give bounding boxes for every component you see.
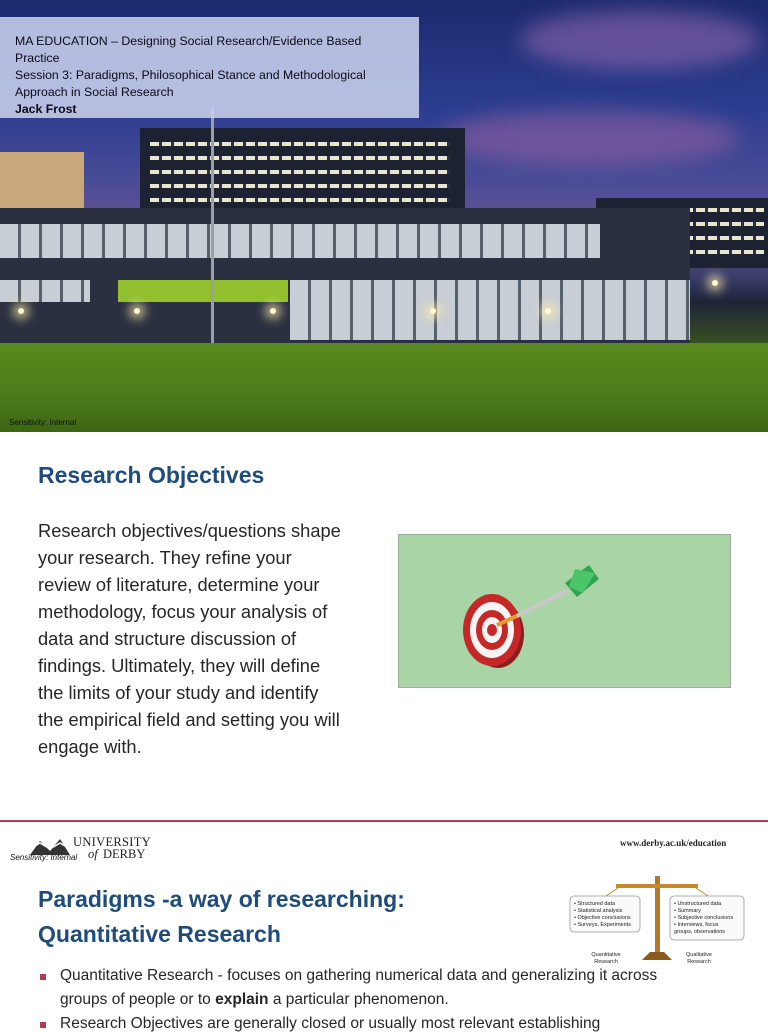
scale-left-label: Quantitative <box>591 952 621 958</box>
scale-right-label: Research <box>687 959 711 965</box>
main-building <box>0 208 690 343</box>
scale-left-item: • Objective conclusions <box>574 915 631 921</box>
lamp-post <box>211 108 214 343</box>
body-text-line: Research objectives/questions shape <box>38 520 341 541</box>
bullet-text: Quantitative Research - focuses on gathering numerical data and generalizing it across <box>60 967 658 984</box>
campus-building <box>140 128 465 213</box>
balance-scale-illustration <box>566 872 748 968</box>
bullet-marker <box>40 974 46 980</box>
body-text-line: engage with. <box>38 736 142 757</box>
target-illustration <box>398 534 731 688</box>
light <box>430 308 436 314</box>
bullet-marker <box>40 1022 46 1028</box>
logo-text-university: UNIVERSITY <box>73 835 151 849</box>
cover-title-box <box>0 17 419 118</box>
body-text-line: the limits of your study and identify <box>38 682 319 703</box>
bullet-text: Research Objectives are generally closed or usually most relevant establishing <box>60 1015 601 1032</box>
cover-title-line: Practice <box>15 51 60 65</box>
emphasis-text: explain <box>215 991 269 1008</box>
campus-building <box>0 152 84 212</box>
scale-left-item: • Structured data <box>574 901 616 907</box>
light <box>545 308 551 314</box>
light <box>134 308 140 314</box>
scale-left-label: Research <box>594 959 618 965</box>
slide-title: Quantitative Research <box>38 921 281 947</box>
sky-cloud <box>520 10 760 70</box>
logo-text-of: of <box>88 847 98 861</box>
scale-right-item: • Interviews, focus <box>674 922 719 928</box>
sensitivity-label: Sensitivity: Internal <box>10 853 78 862</box>
light <box>270 308 276 314</box>
scale-left-item: • Statistical analysis <box>574 908 623 914</box>
logo-text-derby: DERBY <box>103 847 146 861</box>
body-text-line: review of literature, determine your <box>38 574 320 595</box>
objectives-slide <box>0 432 768 822</box>
sensitivity-label: Sensitivity: Internal <box>9 418 77 427</box>
website-link[interactable]: www.derby.ac.uk/education <box>620 838 727 848</box>
body-text-line: data and structure discussion of <box>38 628 297 649</box>
scale-left-item: • Surveys, Experiments <box>574 922 631 928</box>
scale-right-item: • Subjective conclusions <box>674 915 734 921</box>
light <box>18 308 24 314</box>
scale-right-item: • Summary <box>674 908 701 914</box>
cover-author: Jack Frost <box>15 102 77 116</box>
body-text-line: findings. Ultimately, they will define <box>38 655 321 676</box>
scale-right-item: groups, observations <box>674 929 726 935</box>
body-text-line: your research. They refine your <box>38 547 292 568</box>
slide-title: Paradigms -a way of researching: <box>38 886 405 912</box>
lawn <box>0 343 768 432</box>
paradigms-slide <box>0 822 768 1032</box>
cover-title-line: Approach in Social Research <box>15 85 174 99</box>
cover-slide <box>0 0 768 432</box>
slide-title: Research Objectives <box>38 462 265 488</box>
balance-scale-icon <box>566 872 748 968</box>
sky-cloud <box>440 110 740 165</box>
bullet-text: groups of people or to explain a particular phenomenon. <box>60 991 449 1008</box>
body-text-line: the empirical field and setting you will <box>38 709 340 730</box>
dart-target-icon <box>399 535 730 687</box>
cover-title-line: Session 3: Paradigms, Philosophical Stance and Methodological <box>15 68 366 82</box>
cover-title-line: MA EDUCATION – Designing Social Research/Evidence Based <box>15 34 362 48</box>
light <box>712 280 718 286</box>
scale-right-item: • Unstructured data <box>674 901 722 907</box>
scale-right-label: Qualitative <box>686 952 712 958</box>
body-text-line: methodology, focus your analysis of <box>38 601 328 622</box>
